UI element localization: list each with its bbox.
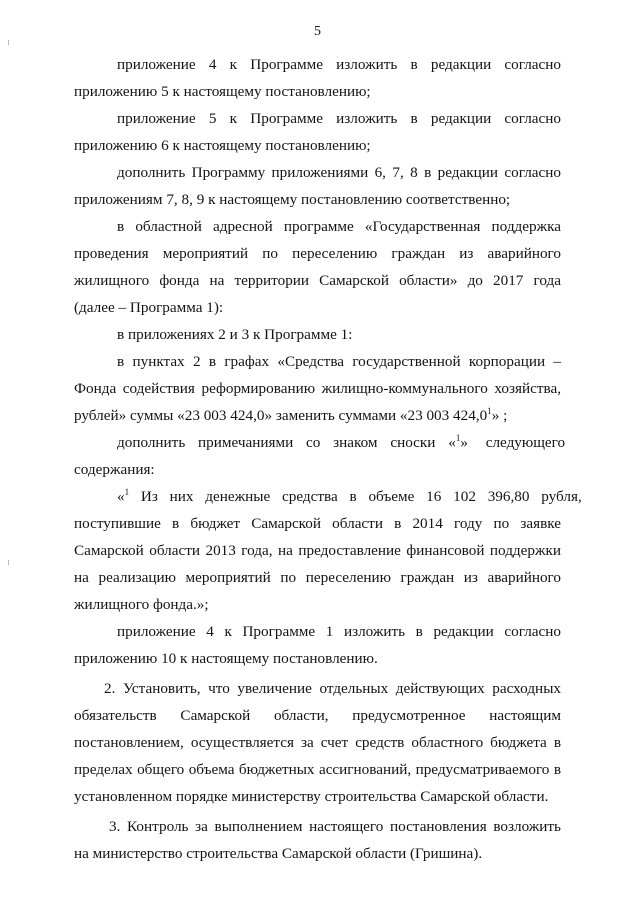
text-run: Из них денежные средства в объеме 16 102 396,80 рубля,	[129, 488, 582, 505]
text-run: дополнить примечаниями со знаком сноски «	[117, 434, 456, 451]
text-line: приложение 5 к Программе изложить в редакции согласно	[117, 110, 561, 127]
text-line: 3. Контроль за выполнением настоящего постановления возложить	[109, 818, 561, 835]
text-line	[117, 433, 566, 453]
text-line: (далее – Программа 1):	[74, 299, 224, 316]
text-run: » следующего	[460, 434, 566, 451]
text-line: пределах общего объема бюджетных ассигнований, предусматриваемого в	[74, 761, 561, 778]
text-line: поступившие в бюджет Самарской области в 2014 году по заявке	[74, 515, 561, 532]
text-line: Самарской области 2013 года, на предоставление финансовой поддержки	[74, 542, 561, 559]
text-line: в пунктах 2 в графах «Средства государственной корпорации –	[117, 353, 561, 370]
text-line: проведения мероприятий по переселению граждан из аварийного	[74, 245, 561, 262]
scan-artifact	[8, 40, 9, 45]
text-line: содержания:	[74, 461, 155, 478]
text-line: жилищного фонда.»;	[74, 596, 209, 613]
text-line: на реализацию мероприятий по переселению граждан из аварийного	[74, 569, 561, 586]
text-line: приложению 10 к настоящему постановлению.	[74, 650, 378, 667]
text-line: приложениям 7, 8, 9 к настоящему постановлению соответственно;	[74, 191, 511, 208]
text-line: обязательств Самарской области, предусмотренное настоящим	[74, 707, 561, 724]
page-number: 5	[314, 24, 321, 39]
text-line: приложению 5 к настоящему постановлению;	[74, 83, 371, 100]
text-run: «	[117, 488, 125, 505]
text-line: приложению 6 к настоящему постановлению;	[74, 137, 371, 154]
text-line: постановлением, осуществляется за счет средств областного бюджета в	[74, 734, 561, 751]
text-line: Фонда содействия реформированию жилищно-коммунального хозяйства,	[74, 380, 561, 397]
text-line: в областной адресной программе «Государственная поддержка	[117, 218, 561, 235]
text-line: приложение 4 к Программе изложить в редакции согласно	[117, 56, 561, 73]
text-run: » ;	[491, 407, 508, 424]
text-line: жилищного фонда на территории Самарской области» до 2017 года	[74, 272, 561, 289]
text-line	[117, 487, 582, 507]
scan-artifact	[8, 560, 9, 565]
text-line: установленном порядке министерству строительства Самарской области.	[74, 788, 549, 805]
text-line: приложение 4 к Программе 1 изложить в редакции согласно	[117, 623, 561, 640]
text-line: 2. Установить, что увеличение отдельных действующих расходных	[104, 680, 561, 697]
text-line: дополнить Программу приложениями 6, 7, 8 в редакции согласно	[117, 164, 561, 181]
footnote-marker: 1	[487, 406, 492, 416]
text-line: в приложениях 2 и 3 к Программе 1:	[117, 326, 353, 343]
text-line	[74, 406, 507, 426]
text-run: рублей» суммы «23 003 424,0» заменить суммами «23 003 424,0	[74, 407, 488, 424]
footnote-marker: 1	[455, 433, 461, 443]
text-line: на министерство строительства Самарской области (Гришина).	[74, 845, 483, 862]
footnote-marker: 1	[124, 487, 130, 497]
